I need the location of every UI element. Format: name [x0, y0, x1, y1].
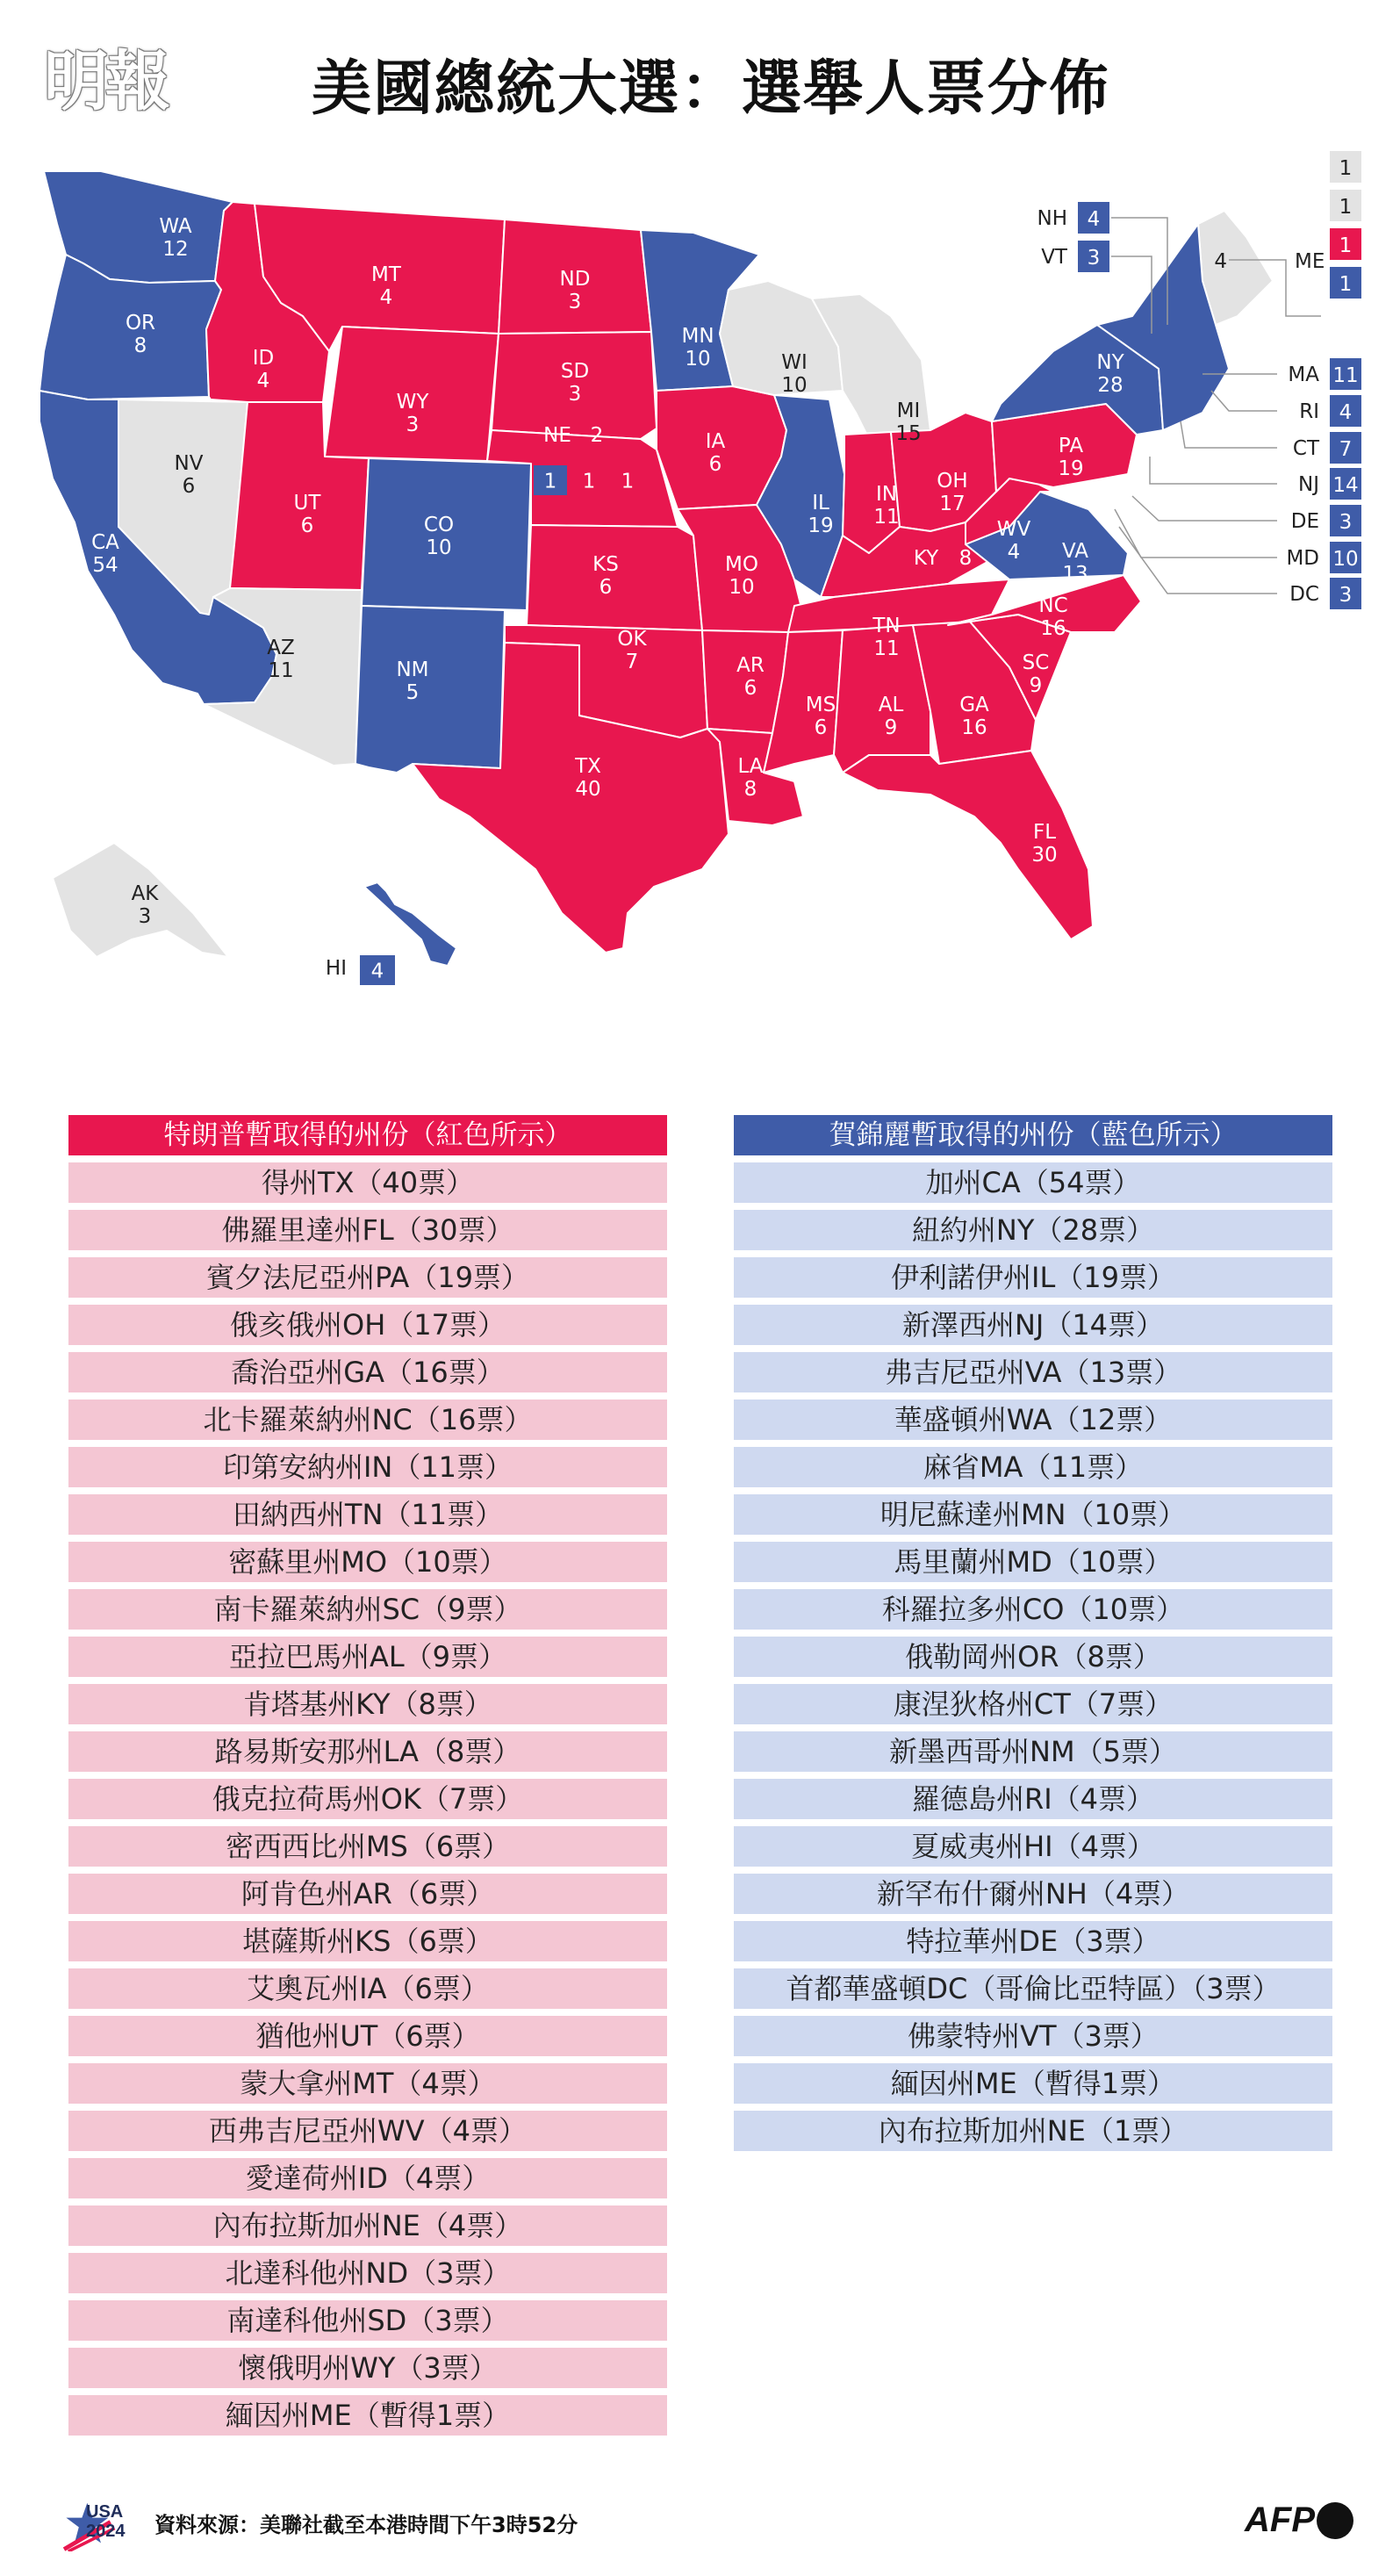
- state-label-ar: AR: [736, 654, 765, 677]
- harris-states-header: 賀錦麗暫取得的州份（藍色所示）: [734, 1115, 1332, 1155]
- state-label-ia: IA: [705, 430, 726, 453]
- trump-state-row: 懷俄明州WY（3票）: [68, 2348, 667, 2388]
- state-label-dc: DC: [1289, 583, 1319, 606]
- state-label-sd: SD: [560, 360, 590, 383]
- state-label-nv: NV: [174, 452, 204, 475]
- state-label-ca: CA: [91, 531, 119, 554]
- harris-state-row: 加州CA（54票）: [734, 1162, 1332, 1203]
- state-votes-ms: 6: [814, 716, 828, 739]
- state-votes-tn: 11: [873, 637, 900, 660]
- state-votes-co: 10: [426, 536, 452, 559]
- state-label-mn: MN: [681, 325, 714, 348]
- state-ma-box-label: 11: [1332, 364, 1359, 387]
- harris-state-row: 特拉華州DE（3票）: [734, 1921, 1332, 1961]
- harris-state-row: 科羅拉多州CO（10票）: [734, 1589, 1332, 1630]
- ne-district-3-box-label: 1: [621, 470, 635, 493]
- state-votes-id: 4: [256, 370, 270, 392]
- harris-state-row: 紐約州NY（28票）: [734, 1210, 1332, 1250]
- state-votes-az: 11: [268, 659, 294, 682]
- state-label-ct: CT: [1292, 437, 1319, 460]
- state-votes-nc: 16: [1040, 617, 1066, 640]
- connector-md: [1115, 509, 1277, 558]
- state-shape-ks: [527, 525, 702, 630]
- harris-state-row: 首都華盛頓DC（哥倫比亞特區）（3票）: [734, 1968, 1332, 2009]
- trump-state-row: 俄亥俄州OH（17票）: [68, 1305, 667, 1345]
- state-votes-ks: 6: [599, 576, 613, 599]
- state-votes-ca: 54: [92, 554, 118, 577]
- state-votes-mi: 15: [895, 422, 922, 445]
- state-label-mo: MO: [725, 553, 758, 576]
- state-label-tx: TX: [575, 755, 601, 778]
- state-votes-oh: 17: [939, 493, 966, 515]
- connector-ri: [1211, 391, 1277, 411]
- state-label-nh: NH: [1037, 207, 1067, 230]
- trump-state-row: 堪薩斯州KS（6票）: [68, 1921, 667, 1961]
- state-label-il: IL: [812, 492, 829, 514]
- afp-dot-icon: [1317, 2502, 1353, 2539]
- year-label: 2024: [86, 2522, 126, 2541]
- me-district-4-box-label: 1: [1339, 273, 1353, 296]
- state-votes-wa: 12: [162, 238, 189, 261]
- state-label-va: VA: [1062, 540, 1088, 563]
- state-votes-nv: 6: [182, 475, 196, 498]
- trump-states-list: [68, 1162, 667, 2436]
- state-nj-box-label: 14: [1332, 474, 1359, 497]
- state-ct-box-label: 7: [1339, 438, 1353, 461]
- trump-state-row: 南達科他州SD（3票）: [68, 2300, 667, 2341]
- state-votes-nm: 5: [406, 681, 420, 704]
- state-votes-in: 11: [873, 506, 900, 529]
- harris-state-row: 新罕布什爾州NH（4票）: [734, 1874, 1332, 1914]
- harris-state-row: 伊利諾伊州IL（19票）: [734, 1257, 1332, 1298]
- harris-state-row: 新墨西哥州NM（5票）: [734, 1731, 1332, 1772]
- state-label-mt: MT: [371, 263, 401, 286]
- trump-state-row: 蒙大拿州MT（4票）: [68, 2063, 667, 2104]
- trump-state-row: 南卡羅萊納州SC（9票）: [68, 1589, 667, 1630]
- harris-states-column: [734, 1115, 1332, 2158]
- state-label-pa: PA: [1058, 435, 1084, 457]
- state-label-ms: MS: [805, 694, 836, 716]
- state-votes-tx: 40: [575, 778, 601, 801]
- state-votes-fl: 30: [1031, 844, 1058, 867]
- state-label-in: IN: [876, 483, 897, 506]
- state-shape-hi: [364, 882, 456, 966]
- trump-state-row: 佛羅里達州FL（30票）: [68, 1210, 667, 1250]
- state-votes-wi: 10: [781, 374, 808, 397]
- harris-state-row: 佛蒙特州VT（3票）: [734, 2016, 1332, 2056]
- state-de-box-label: 3: [1339, 511, 1353, 534]
- state-votes-pa: 19: [1058, 457, 1084, 480]
- state-votes-ok: 7: [625, 651, 639, 673]
- mingpao-logo: 明報: [44, 44, 167, 119]
- trump-state-row: 田納西州TN（11票）: [68, 1494, 667, 1535]
- state-label-ky: KY: [913, 547, 939, 570]
- state-label-mi: MI: [896, 399, 921, 422]
- state-label-me: ME: [1295, 250, 1325, 273]
- state-votes-or: 8: [133, 335, 147, 357]
- state-votes-wy: 3: [406, 414, 420, 436]
- state-dc-box-label: 3: [1339, 584, 1353, 607]
- state-votes-me: 4: [1214, 250, 1227, 273]
- trump-state-row: 賓夕法尼亞州PA（19票）: [68, 1257, 667, 1298]
- state-votes-al: 9: [884, 716, 898, 739]
- harris-state-row: 康涅狄格州CT（7票）: [734, 1684, 1332, 1724]
- state-votes-ky: 8: [958, 547, 973, 570]
- usa2024-text: [86, 2502, 126, 2541]
- harris-state-row: 羅德島州RI（4票）: [734, 1779, 1332, 1819]
- state-label-vt: VT: [1041, 246, 1067, 269]
- state-votes-nd: 3: [568, 291, 582, 313]
- state-label-or: OR: [125, 312, 156, 335]
- harris-state-row: 明尼蘇達州MN（10票）: [734, 1494, 1332, 1535]
- state-label-ut: UT: [293, 492, 321, 514]
- state-md-box-label: 10: [1332, 548, 1359, 571]
- state-label-ok: OK: [617, 628, 647, 651]
- harris-state-row: 麻省MA（11票）: [734, 1447, 1332, 1487]
- state-nh-box-label: 4: [1087, 208, 1101, 231]
- state-votes-wv: 4: [1007, 541, 1021, 564]
- harris-state-row: 夏威夷州HI（4票）: [734, 1826, 1332, 1867]
- state-label-ks: KS: [592, 553, 619, 576]
- state-label-nc: NC: [1038, 594, 1068, 617]
- state-shape-nm: [355, 606, 505, 773]
- ne-district-2-box-label: 1: [582, 470, 596, 493]
- ne-district-1-box-label: 1: [543, 470, 557, 493]
- connector-ct: [1181, 421, 1277, 448]
- trump-state-row: 阿肯色州AR（6票）: [68, 1874, 667, 1914]
- state-label-oh: OH: [937, 470, 968, 493]
- state-label-nj: NJ: [1298, 473, 1319, 496]
- state-votes-il: 19: [808, 514, 834, 537]
- state-votes-ne: 2: [590, 424, 604, 447]
- connector-de: [1132, 496, 1277, 521]
- me-district-3-box-label: 1: [1339, 234, 1353, 257]
- state-label-la: LA: [737, 755, 764, 778]
- trump-state-row: 印第安納州IN（11票）: [68, 1447, 667, 1487]
- state-label-fl: FL: [1032, 821, 1057, 844]
- state-label-id: ID: [252, 347, 275, 370]
- trump-state-row: 路易斯安那州LA（8票）: [68, 1731, 667, 1772]
- trump-state-row: 肯塔基州KY（8票）: [68, 1684, 667, 1724]
- state-label-md: MD: [1286, 547, 1319, 570]
- state-label-wv: WV: [996, 518, 1031, 541]
- trump-state-row: 得州TX（40票）: [68, 1162, 667, 1203]
- state-votes-la: 8: [743, 778, 757, 801]
- state-label-nd: ND: [559, 268, 591, 291]
- state-label-wa: WA: [159, 215, 192, 238]
- harris-state-row: 緬因州ME（暫得1票）: [734, 2063, 1332, 2104]
- state-votes-mn: 10: [685, 348, 711, 371]
- state-label-ak: AK: [131, 882, 159, 905]
- state-votes-va: 13: [1062, 563, 1088, 586]
- trump-state-row: 猶他州UT（6票）: [68, 2016, 667, 2056]
- state-votes-sd: 3: [568, 383, 582, 406]
- harris-state-row: 俄勒岡州OR（8票）: [734, 1637, 1332, 1677]
- trump-state-row: 喬治亞州GA（16票）: [68, 1352, 667, 1392]
- state-votes-ar: 6: [743, 677, 757, 700]
- state-votes-mo: 10: [729, 576, 755, 599]
- harris-state-row: 新澤西州NJ（14票）: [734, 1305, 1332, 1345]
- state-votes-ia: 6: [708, 453, 722, 476]
- afp-logo: AFP: [1245, 2500, 1315, 2539]
- trump-states-column: [68, 1115, 667, 2443]
- state-votes-ut: 6: [300, 514, 314, 537]
- harris-states-list: [734, 1162, 1332, 2151]
- state-vt-box-label: 3: [1087, 247, 1101, 270]
- state-hi-box-label: 4: [370, 960, 384, 983]
- trump-state-row: 西弗吉尼亞州WV（4票）: [68, 2111, 667, 2151]
- trump-state-row: 內布拉斯加州NE（4票）: [68, 2205, 667, 2246]
- state-label-hi: HI: [325, 957, 347, 980]
- connector-dc: [1119, 527, 1277, 594]
- state-label-sc: SC: [1022, 651, 1050, 674]
- trump-state-row: 愛達荷州ID（4票）: [68, 2158, 667, 2198]
- state-label-az: AZ: [267, 637, 295, 659]
- state-label-tn: TN: [872, 615, 901, 637]
- trump-states-header: 特朗普暫取得的州份（紅色所示）: [68, 1115, 667, 1155]
- state-label-wi: WI: [781, 351, 808, 374]
- state-votes-sc: 9: [1029, 674, 1043, 697]
- harris-state-row: 弗吉尼亞州VA（13票）: [734, 1352, 1332, 1392]
- trump-state-row: 亞拉巴馬州AL（9票）: [68, 1637, 667, 1677]
- trump-state-row: 俄克拉荷馬州OK（7票）: [68, 1779, 667, 1819]
- state-label-ri: RI: [1299, 400, 1319, 423]
- state-label-ne: NE: [543, 424, 571, 447]
- us-electoral-map: [0, 132, 1400, 1027]
- state-label-ma: MA: [1288, 363, 1319, 386]
- page-title: 美國總統大選：選舉人票分佈: [311, 54, 1110, 124]
- trump-state-row: 艾奧瓦州IA（6票）: [68, 1968, 667, 2009]
- usa-label: USA: [86, 2502, 124, 2522]
- trump-state-row: 緬因州ME（暫得1票）: [68, 2395, 667, 2436]
- state-label-ny: NY: [1096, 351, 1124, 374]
- state-ri-box-label: 4: [1339, 401, 1353, 424]
- trump-state-row: 北達科他州ND（3票）: [68, 2253, 667, 2293]
- connector-nj: [1150, 457, 1277, 484]
- state-label-de: DE: [1290, 510, 1319, 533]
- state-label-ga: GA: [959, 694, 989, 716]
- trump-state-row: 密蘇里州MO（10票）: [68, 1542, 667, 1582]
- harris-state-row: 內布拉斯加州NE（1票）: [734, 2111, 1332, 2151]
- harris-state-row: 馬里蘭州MD（10票）: [734, 1542, 1332, 1582]
- state-label-al: AL: [878, 694, 904, 716]
- state-votes-ga: 16: [961, 716, 987, 739]
- state-votes-ny: 28: [1097, 374, 1124, 397]
- harris-state-row: 華盛頓州WA（12票）: [734, 1400, 1332, 1440]
- me-district-1-box-label: 1: [1339, 157, 1353, 180]
- state-votes-mt: 4: [379, 286, 393, 309]
- state-votes-ak: 3: [138, 905, 152, 928]
- trump-state-row: 密西西比州MS（6票）: [68, 1826, 667, 1867]
- state-label-co: CO: [423, 514, 455, 536]
- state-label-wy: WY: [396, 391, 429, 414]
- trump-state-row: 北卡羅萊納州NC（16票）: [68, 1400, 667, 1440]
- state-label-nm: NM: [396, 658, 429, 681]
- source-note: 資料來源：美聯社截至本港時間下午3時52分: [154, 2513, 578, 2537]
- me-district-2-box-label: 1: [1339, 196, 1353, 219]
